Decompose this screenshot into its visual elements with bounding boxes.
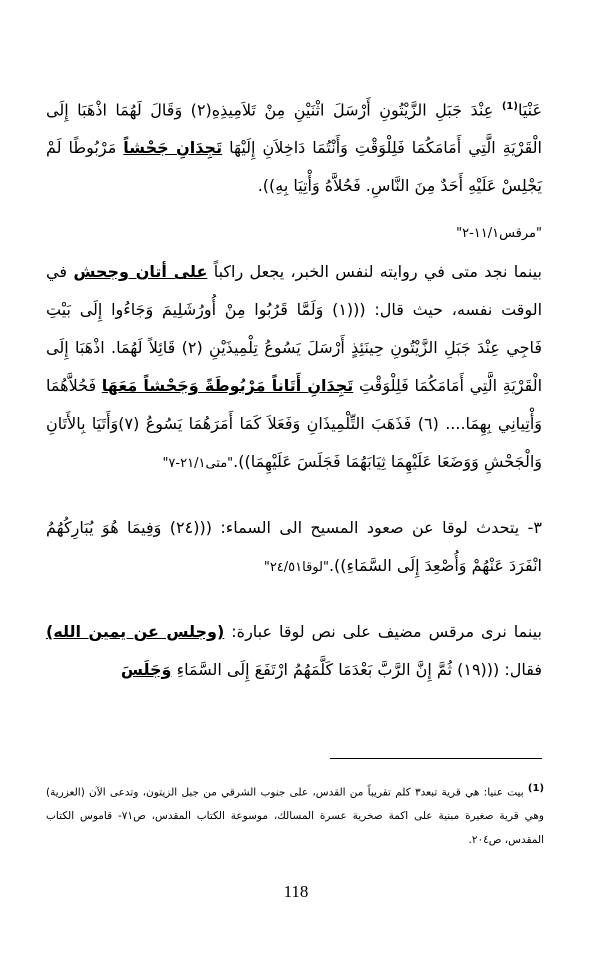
paragraph-luke-quote xyxy=(46,509,542,587)
paragraph-mark-quote xyxy=(46,88,542,205)
reference-luke: "لوقا٢٤/٥١" xyxy=(263,560,329,576)
reference-matthew: "متى٢١/١-٧" xyxy=(162,456,234,472)
underlined-phrase: تَجِدَانِ جَحْشاً xyxy=(123,138,223,158)
text: بينما نرى مرقس مضيف على نص لوقا عبارة: xyxy=(224,622,543,642)
text: ٣- يتحدث لوقا عن صعود المسيح الى السماء: (((٢٤) وَفِيمَا هُوَ يُبَارِكُهُمُ انْفَرَدَ عَنْهُمْ وَأُصْعِدَ إِلَى السَّمَاءِ)). xyxy=(46,518,542,576)
text: عَنْيَا xyxy=(517,100,543,120)
text: عِنْدَ جَبَلِ الزَّيْتُونِ أَرْسَلَ اثْنَيْنِ مِنْ تَلاَمِيذِهِ(٢) وَقَالَ لَهُمَا اذْهَبَا إِلَى الْقَرْيَةِ الَّتِي أَمَامَكُمَا فَلِلْوَقْتِ وَأَنْتُمَا دَاخِلاَنِ إِلَيْهَا xyxy=(46,100,543,158)
footnote-text: بيت عنيا: هي قرية تبعد٣ كلم تقريباً من القدس، على جنوب الشرقي من جبل الزيتون، وتدعى الآن (العزرية) وهي قرية صغيرة مبنية على اكمة صخرية عسرة المسالك، موسوعة الكتاب المقدس، ص٧١- قاموس الكتاب المقدس، ص٢٠٤. xyxy=(46,786,544,846)
text: بينما نجد متى في روايته لنفس الخبر، يجعل راكباً xyxy=(207,262,542,282)
underlined-phrase: تَجِدَانِ أَتَاناً مَرْبُوطَةً وَجَحْشاً مَعَهَا xyxy=(101,376,354,396)
paragraph-matthew-quote xyxy=(46,253,542,483)
text: مَرْبُوطًا لَمْ يَجْلِسْ عَلَيْهِ أَحَدٌ مِنَ النَّاسِ. فَحُلاَّهُ وَأْتِيَا بِهِ)). xyxy=(46,138,542,196)
footnote-marker: (1) xyxy=(527,782,545,794)
text: فقال: (((١٩) ثُمَّ إِنَّ الرَّبَّ بَعْدَمَا كَلَّمَهُمُ ارْتَفَعَ إِلَى السَّمَاءِ xyxy=(171,660,542,680)
footnote-marker: (1) xyxy=(501,101,518,112)
text: في الوقت نفسه، حيث قال: (((١) وَلَمَّا قَرُبُوا مِنْ أُورُشَلِيمَ وَجَاءُوا إِلَى بَيْتِ فَاجِي عِنْدَ جَبَلِ الزَّيْتُونِ حِينَئِذٍ أَرْسَلَ يَسُوعُ تِلْمِيذَيْنِ (٢) قَائِلاً لَهُمَا. اذْهَبَا إِلَى الْقَرْيَةِ الَّتِي أَمَامَكُمَا فَلِلْوَقْتِ xyxy=(46,262,543,396)
paragraph-mark-addition xyxy=(46,613,542,689)
footnote xyxy=(46,777,544,853)
text: فَحُلاَّهُمَا وَأْتِيانِي بِهِمَا.... (٦) فَذَهَبَ التِّلْمِيذَانِ وَفَعَلاَ كَمَا أَمَرَهُمَا يَسُوعُ (٧)وَأَتَيَا بِالأَتَانِ وَالْجَحْشِ وَوَضَعَا عَلَيْهِمَا ثِيَابَهُمَا فَجَلَسَ عَلَيْهِمَا)). xyxy=(46,376,543,472)
reference-mark: "مرقس١١/١-٢" xyxy=(456,226,542,242)
page-number: 118 xyxy=(283,882,309,901)
underlined-phrase: (وجلس عن يمين الله) xyxy=(46,622,225,642)
footnote-divider xyxy=(330,758,542,759)
underlined-phrase: على أتان وجحش xyxy=(73,262,208,282)
underlined-phrase: وَجَلَسَ xyxy=(120,660,172,680)
